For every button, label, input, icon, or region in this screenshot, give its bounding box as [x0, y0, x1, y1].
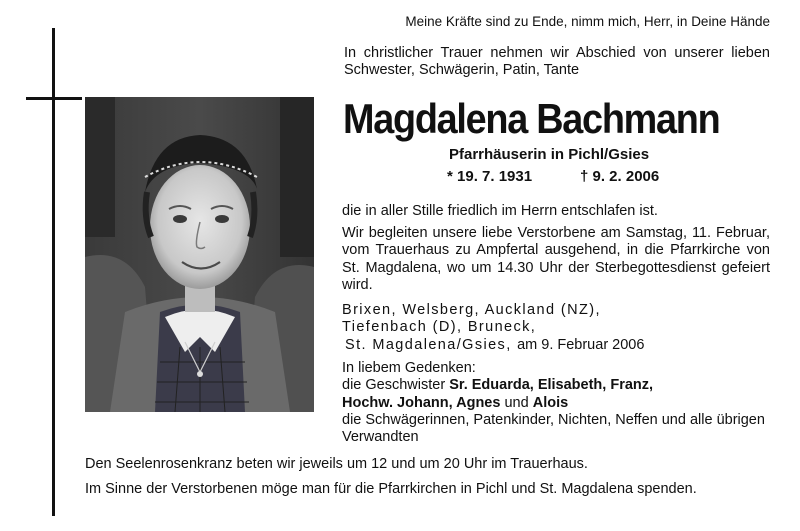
siblings-names-2: Hochw. Johann, Agnes	[342, 394, 501, 411]
siblings-names-1: Sr. Eduarda, Elisabeth, Franz,	[449, 377, 654, 394]
siblings-lead: die Geschwister	[342, 377, 446, 394]
notice-date: am 9. Februar 2006	[517, 336, 645, 353]
passed-text: die in aller Stille friedlich im Herrn entschlafen ist.	[342, 203, 658, 219]
portrait-illustration	[85, 97, 314, 412]
mourners-block	[342, 360, 770, 446]
places-line-3-text: St. Magdalena/Gsies,	[345, 336, 512, 353]
siblings-line-2	[342, 395, 770, 412]
relatives-text: die Schwägerinnen, Patenkinder, Nichten, Neffen und alle übrigen Verwandten	[342, 411, 765, 446]
birth-date: * 19. 7. 1931	[447, 168, 533, 185]
cross-vertical-bar	[52, 28, 55, 516]
deceased-title: Pfarrhäuserin in Pichl/Gsies	[449, 146, 650, 163]
places-line-2: Tiefenbach (D), Bruneck,	[342, 319, 537, 336]
places-block	[342, 302, 644, 354]
funeral-text: Wir begleiten unsere liebe Verstorbene am Samstag, 11. Februar, vom Trauerhaus zu Ampfertal ausgehend, in die Pfarrkirche von St. Magdalena, wo um 14.30 Uhr der Sterbegottesdienst gefeiert wird.	[342, 225, 770, 293]
intro-text: In christlicher Trauer nehmen wir Abschied von unserer lieben Schwester, Schwägerin, Patin, Tante	[344, 45, 770, 78]
portrait-photo	[85, 97, 314, 412]
places-line-3	[342, 337, 644, 354]
cross-horizontal-bar	[26, 97, 82, 100]
siblings-names-3: Alois	[532, 394, 569, 411]
deceased-name: Magdalena Bachmann	[343, 95, 720, 142]
rosary-text: Den Seelenrosenkranz beten wir jeweils um 12 und um 20 Uhr im Trauerhaus.	[85, 456, 588, 472]
death-date: † 9. 2. 2006	[580, 168, 660, 185]
siblings-line-1	[342, 377, 770, 394]
bible-quote: Meine Kräfte sind zu Ende, nimm mich, Herr, in Deine Hände	[405, 14, 770, 29]
donation-text: Im Sinne der Verstorbenen möge man für die Pfarrkirchen in Pichl und St. Magdalena spenden.	[85, 481, 697, 497]
places-line-1: Brixen, Welsberg, Auckland (NZ),	[342, 302, 601, 318]
mourners-heading: In liebem Gedenken:	[342, 360, 476, 376]
siblings-and: und	[504, 394, 529, 411]
